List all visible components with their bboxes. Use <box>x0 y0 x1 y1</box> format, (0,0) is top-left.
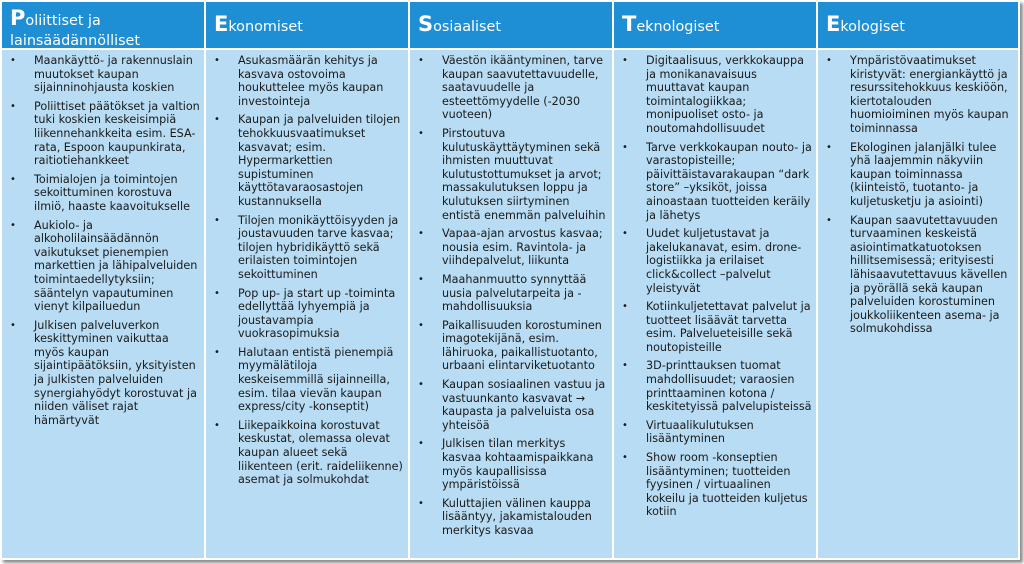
list-item: • Maankäyttö- ja rakennuslain muutokset kaupan sijainninohjausta koskien <box>10 54 200 95</box>
header-initial: E <box>826 12 841 36</box>
list-item: • Julkisen tilan merkitys kasvaa kohtaamispaikkana myös kaupallisissa ympäristöissä <box>418 437 608 491</box>
header-title: osiaaliset <box>433 19 502 35</box>
header-initial: S <box>418 12 434 36</box>
column-header-technological <box>614 2 816 50</box>
list-item: • Tilojen monikäyttöisyyden ja joustavuuden tarve kasvaa; tilojen hybridikäyttö sekä erilaisten toimintojen sekoittuminen <box>214 214 404 282</box>
list-item: • Liikepaikkoina korostuvat keskustat, olemassa olevat kaupan alueet sekä liikenteen (erit. raideliikenne) asemat ja solmukohdat <box>214 419 404 487</box>
header-title: kologiset <box>840 19 905 35</box>
column-technological <box>614 2 818 558</box>
list-item: • Uudet kuljetustavat ja jakelukanavat, esim. drone-logistiikka ja erilaiset click&collect –palvelut yleistyvät <box>622 227 812 295</box>
header-title: oliittiset ja <box>25 13 101 29</box>
column-body-political <box>2 50 204 558</box>
header-title: konomiset <box>228 19 303 35</box>
header-initial: T <box>622 12 637 36</box>
column-header-economic <box>206 2 408 50</box>
list-item: • Pirstoutuva kulutuskäyttäytyminen sekä ihmisten muuttuvat kulutustottumukset ja arvot; massakulutuksen loppu ja kulutuksen siirtyminen entistä enemmän palveluihin <box>418 127 608 222</box>
list-item: • Aukiolo- ja alkoholilainsäädännön vaikutukset pienempien markettien ja lähipalveluiden toimintaedellytyksiin; sääntelyn vapautuminen vienyt kilpailuedun <box>10 219 200 314</box>
column-ecological <box>818 2 1018 558</box>
list-item: • Vapaa-ajan arvostus kasvaa; nousia esim. Ravintola- ja viihdepalvelut, liikunta <box>418 227 608 268</box>
column-header-political <box>2 2 204 50</box>
list-item: • 3D-printtauksen tuomat mahdollisuudet; varaosien printtaaminen kotona / keskitetyissä palvelupisteissä <box>622 359 812 413</box>
header-title-line2: lainsäädännölliset <box>10 33 141 49</box>
list-item: • Tarve verkkokaupan nouto- ja varastopisteille; päivittäistavarakaupan “dark store” –yksiköt, joissa ainoastaan tuotteiden keräily ja lähetys <box>622 141 812 223</box>
list-item: • Pop up- ja start up -toiminta edellyttää lyhyempiä ja joustavampia vuokrasopimuksia <box>214 287 404 341</box>
list-item: • Kotiinkuljetettavat palvelut ja tuotteet lisäävät tarvetta esim. Palvelueteisille sekä noutopisteille <box>622 300 812 354</box>
header-initial: P <box>10 6 26 30</box>
list-item: • Maahanmuutto synnyttää uusia palvelutarpeita ja -mahdollisuuksia <box>418 273 608 314</box>
list-item: • Ekologinen jalanjälki tulee yhä laajemmin näkyviin kaupan toiminnassa (kiinteistö, tuotanto- ja kuljetusketju ja asiointi) <box>826 141 1014 209</box>
list-item: • Show room -konseptien lisääntyminen; tuotteiden fyysinen / virtuaalinen kokeilu ja tuotteiden kuljetus kotiin <box>622 451 812 519</box>
list-item: • Kaupan saavutettavuuden turvaaminen keskeistä asiointimatkatuotoksen hillitsemisessä; erityisesti lähisaavutettavuus kävellen ja pyörällä sekä kaupan palveluiden korostuminen joukkoliikenteen asema- ja solmukohdissa <box>826 214 1014 336</box>
column-header-ecological <box>818 2 1018 50</box>
list-item: • Julkisen palveluverkon keskittyminen vaikuttaa myös kaupan sijaintipäätöksiin, yksityisten ja julkisten palveluiden synergiahyödyt korostuvat ja niiden väliset rajat hämärtyvät <box>10 319 200 428</box>
list-item: • Paikallisuuden korostuminen imagotekijänä, esim. lähiruoka, paikallistuotanto, urbaani elintarviketuotanto <box>418 319 608 373</box>
list-item: • Asukasmäärän kehitys ja kasvava ostovoima houkuttelee myös kaupan investointeja <box>214 54 404 108</box>
list-item: • Digitaalisuus, verkkokauppa ja monikanavaisuus muuttavat kaupan toimintalogiikkaa; monipuoliset osto- ja noutomahdollisuudet <box>622 54 812 136</box>
list-item: • Ympäristövaatimukset kiristyvät: energiankäyttö ja resurssitehokkuus keskiöön, kiertotalouden huomioiminen myös kaupan toiminnassa <box>826 54 1014 136</box>
list-item: • Virtuaalikulutuksen lisääntyminen <box>622 419 812 446</box>
list-item: • Kuluttajien välinen kauppa lisääntyy, jakamistalouden merkitys kasvaa <box>418 497 608 538</box>
column-body-technological <box>614 50 816 558</box>
column-body-ecological <box>818 50 1018 558</box>
column-body-social <box>410 50 612 558</box>
column-political <box>2 2 206 558</box>
list-item: • Poliittiset päätökset ja valtion tuki koskien keskeisimpiä liikennehankkeita esim. ESA-rata, Espoon kaupunkirata, raitiotiehankkeet <box>10 100 200 168</box>
list-item: • Kaupan sosiaalinen vastuu ja vastuunkanto kasvavat → kaupasta ja palveluista osa yhteisöä <box>418 378 608 432</box>
column-header-social <box>410 2 612 50</box>
header-title: eknologiset <box>636 19 720 35</box>
list-item: • Halutaan entistä pienempiä myymälätiloja keskeisemmillä sijainneilla, esim. tilaa vievän kaupan express/city -konseptit) <box>214 346 404 414</box>
list-item: • Väestön ikääntyminen, tarve kaupan saavutettavuudelle, saatavuudelle ja esteettömyydelle (-2030 vuoteen) <box>418 54 608 122</box>
list-item: • Kaupan ja palveluiden tilojen tehokkuusvaatimukset kasvavat; esim. Hypermarkettien supistuminen käyttötavaraosastojen kustannuksella <box>214 113 404 208</box>
column-economic <box>206 2 410 558</box>
column-body-economic <box>206 50 408 558</box>
list-item: • Toimialojen ja toimintojen sekoittuminen korostuva ilmiö, haaste kaavoitukselle <box>10 173 200 214</box>
header-initial: E <box>214 12 229 36</box>
column-social <box>410 2 614 558</box>
